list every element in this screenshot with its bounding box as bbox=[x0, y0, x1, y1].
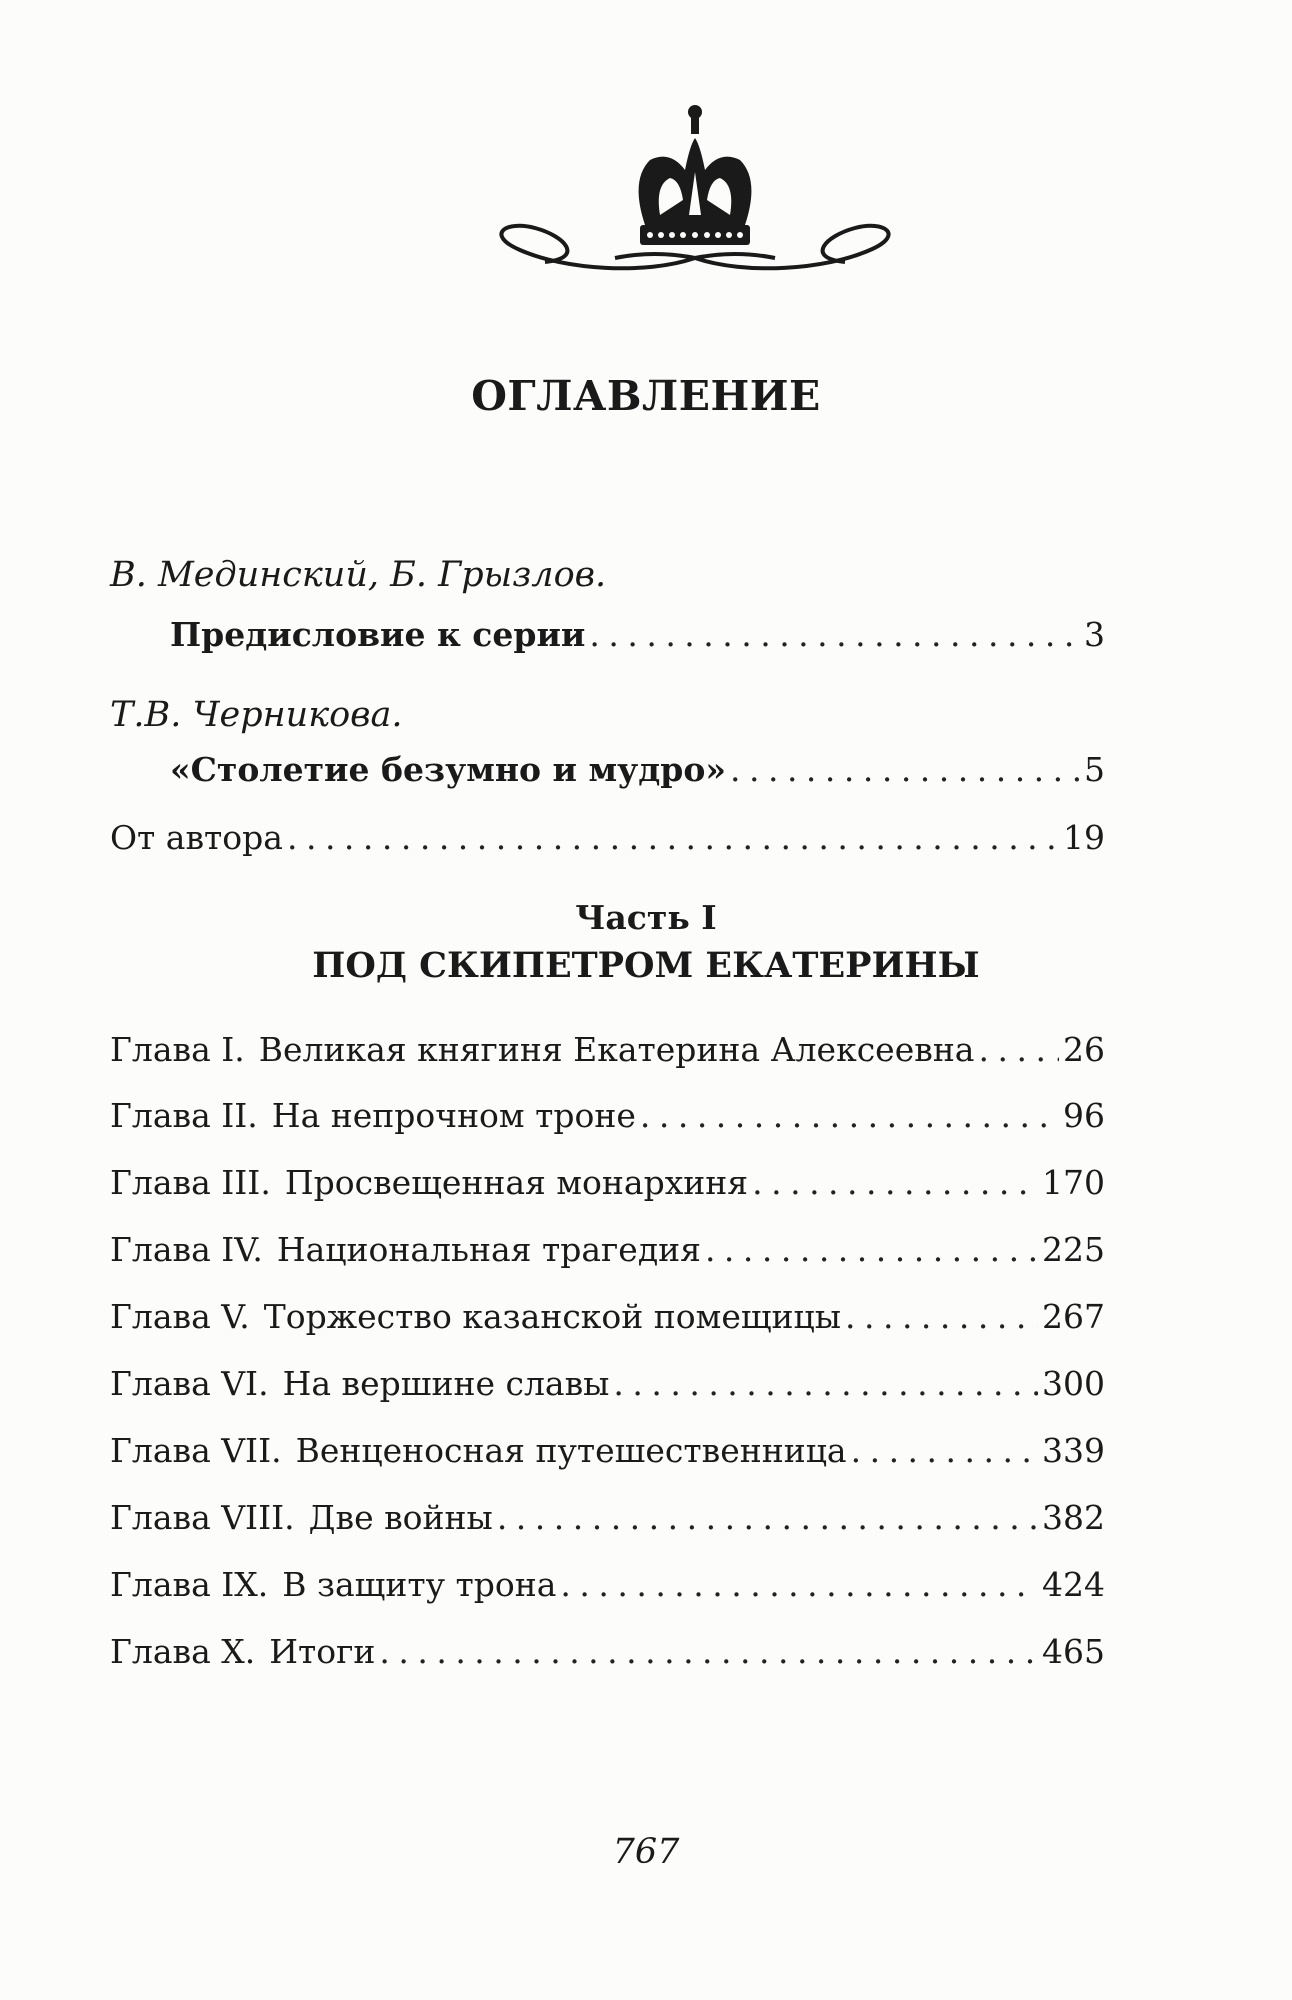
chapter-title: Две войны bbox=[308, 1498, 493, 1537]
chapter-number: Глава III. bbox=[110, 1163, 271, 1202]
toc-chapter[interactable] bbox=[110, 1096, 1105, 1135]
toc-entry-from-author[interactable] bbox=[110, 818, 1105, 857]
chapter-title: Великая княгиня Екатерина Алексеевна bbox=[258, 1030, 975, 1069]
toc-entry-title: Предисловие к серии bbox=[170, 615, 586, 654]
chapter-page: 424 bbox=[1042, 1565, 1105, 1604]
chapter-number: Глава II. bbox=[110, 1096, 258, 1135]
dot-leader bbox=[589, 615, 1080, 654]
chapter-number: Глава VII. bbox=[110, 1431, 282, 1470]
chapter-title: В защиту трона bbox=[282, 1565, 557, 1604]
toc-entry-title: От автора bbox=[110, 818, 283, 857]
chapter-title: На вершине славы bbox=[282, 1364, 610, 1403]
dot-leader bbox=[705, 1230, 1038, 1269]
chapter-page: 225 bbox=[1042, 1230, 1105, 1269]
chapter-number: Глава V. bbox=[110, 1297, 250, 1336]
toc-entry-title: «Столетие безумно и мудро» bbox=[170, 750, 726, 789]
toc-chapter[interactable] bbox=[110, 1364, 1105, 1403]
toc-entry-page: 3 bbox=[1084, 615, 1105, 654]
chapter-page: 170 bbox=[1042, 1163, 1105, 1202]
dot-leader bbox=[379, 1632, 1038, 1671]
chapter-page: 96 bbox=[1063, 1096, 1105, 1135]
chapter-page: 267 bbox=[1042, 1297, 1105, 1336]
dot-leader bbox=[497, 1498, 1038, 1537]
chapter-number: Глава VIII. bbox=[110, 1498, 295, 1537]
dot-leader bbox=[752, 1163, 1038, 1202]
toc-chapter[interactable] bbox=[110, 1030, 1105, 1069]
chapter-number: Глава IV. bbox=[110, 1230, 263, 1269]
chapter-page: 382 bbox=[1042, 1498, 1105, 1537]
crown-icon bbox=[445, 100, 945, 275]
toc-entry-page: 5 bbox=[1084, 750, 1105, 789]
toc-entry-page: 19 bbox=[1063, 818, 1105, 857]
toc-chapter[interactable] bbox=[110, 1565, 1105, 1604]
chapter-number: Глава VI. bbox=[110, 1364, 269, 1403]
dot-leader bbox=[640, 1096, 1059, 1135]
dot-leader bbox=[560, 1565, 1038, 1604]
chapter-title: На непрочном троне bbox=[271, 1096, 636, 1135]
chapter-number: Глава X. bbox=[110, 1632, 256, 1671]
toc-chapter[interactable] bbox=[110, 1431, 1105, 1470]
toc-entry-preface[interactable] bbox=[170, 615, 1105, 654]
author-line: Т.В. Черникова. bbox=[110, 695, 403, 735]
author-line: В. Мединский, Б. Грызлов. bbox=[110, 555, 607, 595]
page-number: 767 bbox=[612, 1832, 680, 1872]
chapter-title: Торжество казанской помещицы bbox=[263, 1297, 842, 1336]
dot-leader bbox=[845, 1297, 1038, 1336]
dot-leader bbox=[613, 1364, 1038, 1403]
toc-chapter[interactable] bbox=[110, 1498, 1105, 1537]
toc-entry-introduction[interactable] bbox=[170, 750, 1105, 789]
chapter-page: 26 bbox=[1063, 1030, 1105, 1069]
chapter-page: 300 bbox=[1042, 1364, 1105, 1403]
chapter-page: 339 bbox=[1042, 1431, 1105, 1470]
part-label: Часть I bbox=[575, 898, 717, 937]
chapter-number: Глава I. bbox=[110, 1030, 245, 1069]
toc-chapter[interactable] bbox=[110, 1297, 1105, 1336]
dot-leader bbox=[851, 1431, 1038, 1470]
chapter-title: Итоги bbox=[269, 1632, 376, 1671]
toc-chapter[interactable] bbox=[110, 1230, 1105, 1269]
chapter-title: Просвещенная монархиня bbox=[284, 1163, 749, 1202]
page-title: ОГЛАВЛЕНИЕ bbox=[471, 372, 821, 420]
part-title: ПОД СКИПЕТРОМ ЕКАТЕРИНЫ bbox=[312, 945, 980, 986]
chapter-title: Национальная трагедия bbox=[276, 1230, 701, 1269]
dot-leader bbox=[979, 1030, 1060, 1069]
chapter-title: Венценосная путешественница bbox=[295, 1431, 847, 1470]
dot-leader bbox=[730, 750, 1080, 789]
toc-chapter[interactable] bbox=[110, 1632, 1105, 1671]
chapter-page: 465 bbox=[1042, 1632, 1105, 1671]
chapter-number: Глава IX. bbox=[110, 1565, 269, 1604]
dot-leader bbox=[287, 818, 1059, 857]
toc-chapter[interactable] bbox=[110, 1163, 1105, 1202]
